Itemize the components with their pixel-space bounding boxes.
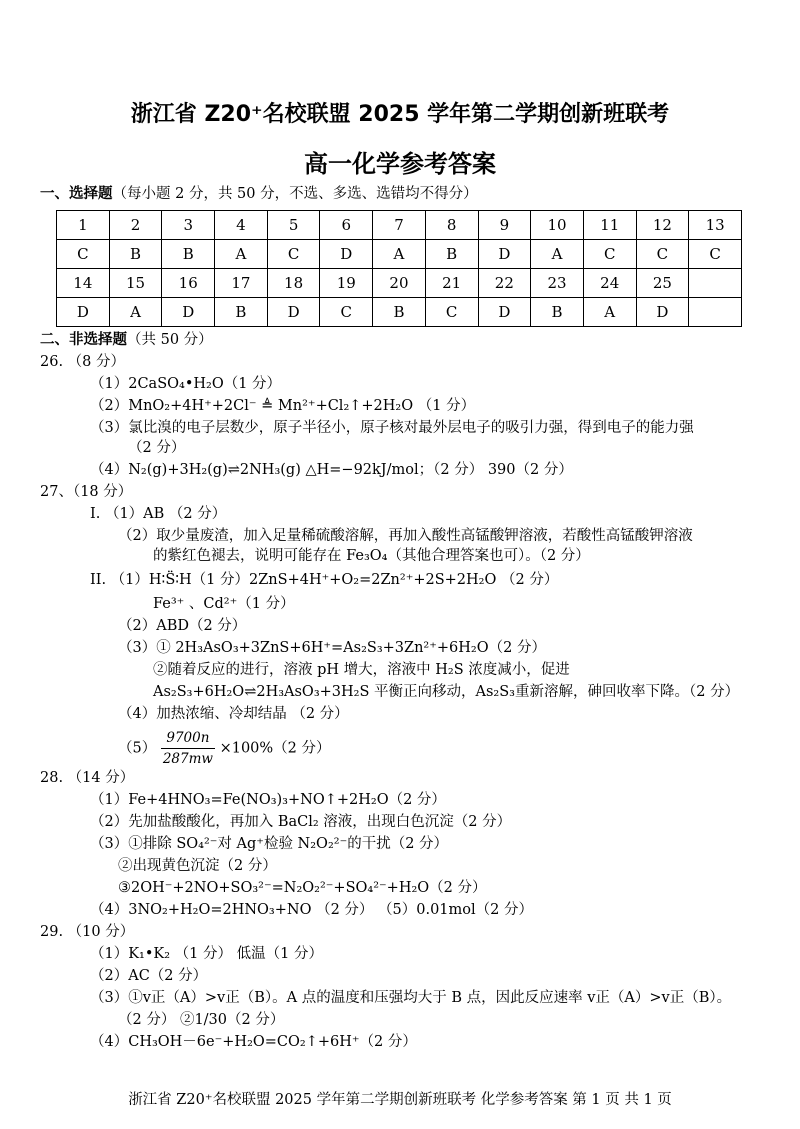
table-row: [57, 269, 742, 298]
table-cell: [689, 298, 742, 327]
table-cell: C: [267, 240, 320, 269]
answer-line: （4）加热浓缩、冷却结晶 （2 分）: [118, 706, 349, 722]
table-cell: 7: [373, 211, 426, 240]
answer-line: II. （1）H∶S̈∶H（1 分）2ZnS+4H⁺+O₂=2Zn²⁺+2S+2H₂O （2 分）: [90, 572, 559, 588]
table-cell: 11: [583, 211, 636, 240]
table-cell: [689, 269, 742, 298]
table-cell: D: [267, 298, 320, 327]
table-cell: 15: [109, 269, 162, 298]
answer-line: As₂S₃+6H₂O⇌2H₃AsO₃+3H₂S 平衡正向移动，As₂S₃重新溶解，砷回收率下降。（2 分）: [153, 684, 740, 700]
table-cell: D: [478, 240, 531, 269]
answer-line: （3）氯比溴的电子层数少，原子半径小，原子核对最外层电子的吸引力强，得到电子的能力强: [90, 420, 694, 436]
answer-line: （4）CH₃OH－6e⁻+H₂O=CO₂↑+6H⁺（2 分）: [90, 1034, 417, 1050]
table-cell: D: [478, 298, 531, 327]
table-row: [57, 211, 742, 240]
table-cell: A: [215, 240, 268, 269]
answer-line: （4）3NO₂+H₂O=2HNO₃+NO （2 分） （5）0.01mol（2 分）: [90, 902, 533, 918]
table-cell: C: [583, 240, 636, 269]
table-row: [57, 240, 742, 269]
page-footer: 浙江省 Z20⁺名校联盟 2025 学年第二学期创新班联考 化学参考答案 第 1 页 共 1 页: [128, 1092, 672, 1108]
table-cell: 17: [215, 269, 268, 298]
document-subtitle: 高一化学参考答案: [304, 150, 496, 178]
section1-header: [40, 184, 478, 204]
answer-line: （2）先加盐酸酸化，再加入 BaCl₂ 溶液，出现白色沉淀（2 分）: [90, 814, 512, 830]
answer-line: （3）①排除 SO₄²⁻对 Ag⁺检验 N₂O₂²⁻的干扰（2 分）: [90, 836, 449, 852]
table-cell: D: [57, 298, 110, 327]
section1-heading: 一、选择题: [40, 186, 113, 202]
table-cell: 1: [57, 211, 110, 240]
table-cell: B: [109, 240, 162, 269]
answer-line: （2）MnO₂+4H⁺+2Cl⁻ ≜ Mn²⁺+Cl₂↑+2H₂O （1 分）: [90, 398, 476, 414]
section2-heading: 二、非选择题: [40, 332, 127, 348]
table-cell: 25: [636, 269, 689, 298]
table-cell: A: [109, 298, 162, 327]
table-cell: 13: [689, 211, 742, 240]
table-cell: 12: [636, 211, 689, 240]
table-cell: 20: [373, 269, 426, 298]
table-cell: 22: [478, 269, 531, 298]
table-cell: C: [57, 240, 110, 269]
answer-line: 29. （10 分）: [40, 924, 135, 940]
answer-line: （2）AC（2 分）: [90, 968, 208, 984]
table-cell: C: [320, 298, 373, 327]
table-cell: 4: [215, 211, 268, 240]
table-row: [57, 298, 742, 327]
answer-line: 的紫红色褪去，说明可能存在 Fe₃O₄（其他合理答案也可）。（2 分）: [153, 548, 590, 564]
answer-line: 26. （8 分）: [40, 354, 126, 370]
answer-line: ③2OH⁻+2NO+SO₃²⁻=N₂O₂²⁻+SO₄²⁻+H₂O（2 分）: [118, 880, 487, 896]
table-cell: 19: [320, 269, 373, 298]
answer-line: （2 分）: [128, 440, 186, 456]
table-cell: 3: [162, 211, 215, 240]
table-cell: 9: [478, 211, 531, 240]
table-cell: 24: [583, 269, 636, 298]
table-cell: D: [162, 298, 215, 327]
answer-line: （1）2CaSO₄•H₂O（1 分）: [90, 376, 282, 392]
answer-line: （1）K₁•K₂ （1 分） 低温（1 分）: [90, 946, 323, 962]
answer-line: Fe³⁺ 、Cd²⁺（1 分）: [153, 596, 295, 612]
fraction-numerator: 9700n: [161, 728, 215, 749]
answer-line: I. （1）AB （2 分）: [90, 506, 227, 522]
table-cell: C: [689, 240, 742, 269]
table-cell: A: [583, 298, 636, 327]
table-cell: 5: [267, 211, 320, 240]
answer-line: （2 分） ②1/30（2 分）: [118, 1012, 285, 1028]
yield-fraction: [161, 728, 215, 769]
table-cell: 16: [162, 269, 215, 298]
table-cell: 21: [425, 269, 478, 298]
table-cell: D: [636, 298, 689, 327]
table-cell: A: [531, 240, 584, 269]
table-cell: 18: [267, 269, 320, 298]
table-cell: 10: [531, 211, 584, 240]
answer-line: （1）Fe+4HNO₃=Fe(NO₃)₃+NO↑+2H₂O（2 分）: [90, 792, 446, 808]
table-cell: 2: [109, 211, 162, 240]
table-cell: 6: [320, 211, 373, 240]
answer-line: 28. （14 分）: [40, 770, 135, 786]
answer-line: （2）取少量废渣，加入足量稀硫酸溶解，再加入酸性高锰酸钾溶液，若酸性高锰酸钾溶液: [118, 528, 693, 544]
answer-line: 27、（18 分）: [40, 484, 133, 500]
section2-note: （共 50 分）: [127, 332, 213, 348]
answer-line: ②随着反应的进行，溶液 pH 增大，溶液中 H₂S 浓度减小，促进: [153, 662, 570, 678]
table-cell: B: [531, 298, 584, 327]
table-cell: D: [320, 240, 373, 269]
table-cell: B: [425, 240, 478, 269]
answer-line-suffix: ×100%（2 分）: [219, 740, 331, 757]
answer-line: （4）N₂(g)+3H₂(g)⇌2NH₃(g) △H=−92kJ/mol；（2 分） 390（2 分）: [90, 462, 573, 478]
table-cell: C: [636, 240, 689, 269]
table-cell: B: [373, 298, 426, 327]
table-cell: 8: [425, 211, 478, 240]
table-cell: A: [373, 240, 426, 269]
answer-table: [56, 210, 742, 327]
answer-line: （2）ABD（2 分）: [118, 618, 247, 634]
document-title: 浙江省 Z20⁺名校联盟 2025 学年第二学期创新班联考: [130, 102, 670, 127]
section1-note: （每小题 2 分，共 50 分，不选、多选、选错均不得分）: [112, 186, 478, 202]
answer-line-fraction: [118, 728, 331, 769]
answer-line: ②出现黄色沉淀（2 分）: [118, 858, 277, 874]
answer-line-label: （5）: [118, 740, 157, 757]
table-cell: B: [215, 298, 268, 327]
table-cell: 14: [57, 269, 110, 298]
answer-line: （3）①v正（A）>v正（B）。A 点的温度和压强均大于 B 点，因此反应速率 v正（A）>v正（B）。: [90, 990, 732, 1006]
answer-line: （3）① 2H₃AsO₃+3ZnS+6H⁺=As₂S₃+3Zn²⁺+6H₂O（2 分）: [118, 640, 546, 656]
table-cell: 23: [531, 269, 584, 298]
table-cell: C: [425, 298, 478, 327]
fraction-denominator: 287mw: [162, 751, 213, 767]
table-cell: B: [162, 240, 215, 269]
section2-header: [40, 330, 213, 350]
